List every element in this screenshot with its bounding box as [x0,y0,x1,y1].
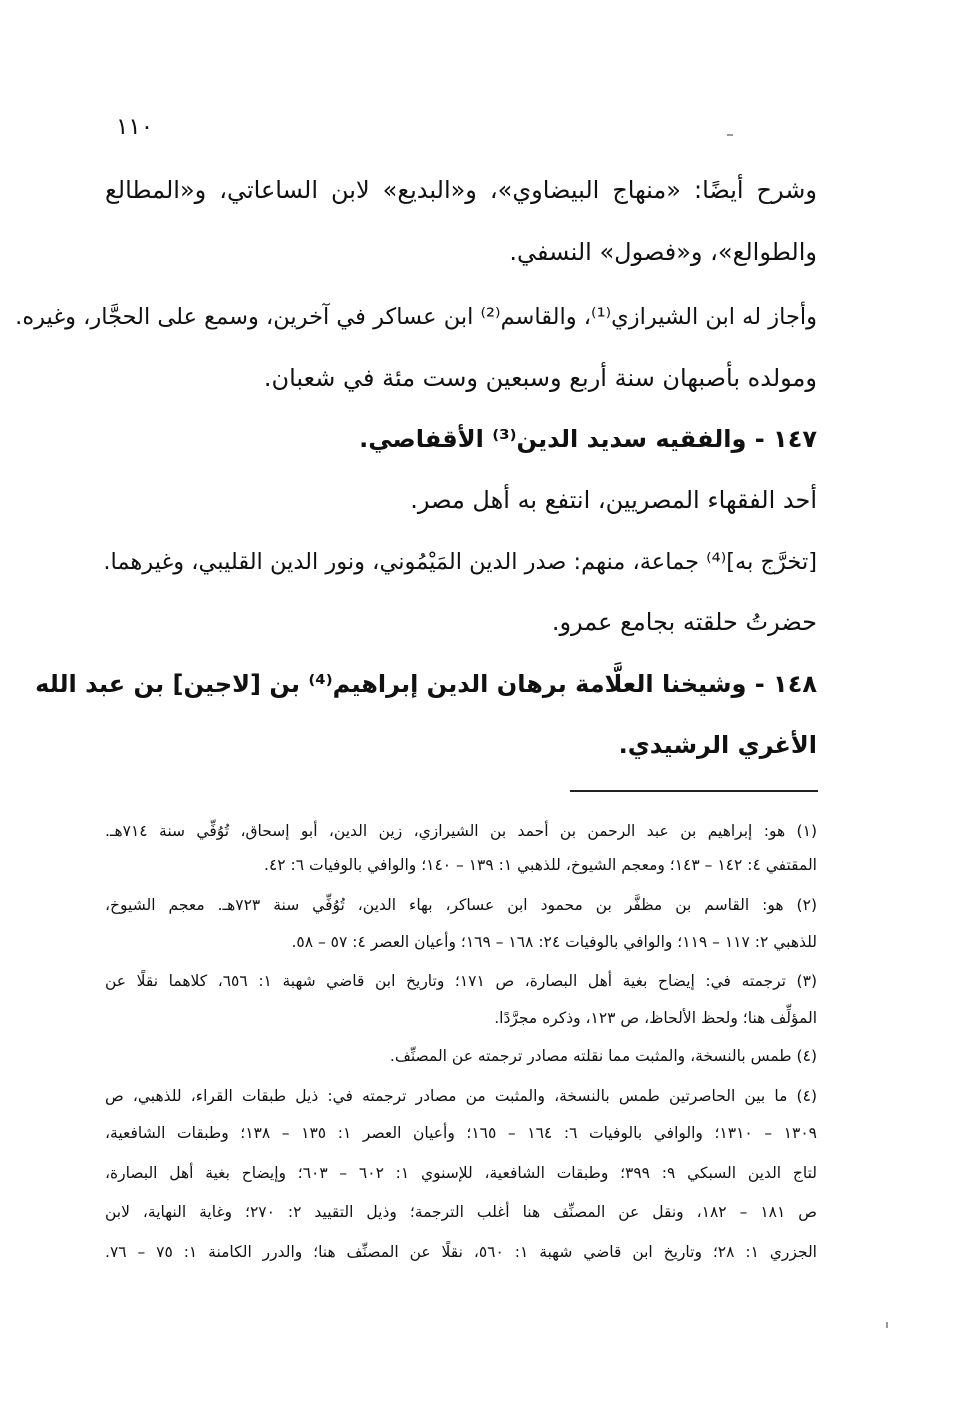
body-line: ومولده بأصبهان سنة أربع وسبعين وست مئة في شعبان. [263,364,817,392]
body-line: وشرح أيضًا: «منهاج البيضاوي»، و«البديع» لابن الساعاتي، و«المطالع [105,176,817,204]
footnote-5-cont: ص ١٨١ – ١٨٢، ونقل عن المصنِّف هنا أغلب الترجمة؛ وذيل التقييد ٢: ٢٧٠؛ وغاية النهاية، لابن [105,1203,818,1221]
body-line: أحد الفقهاء المصريين، انتفع به أهل مصر. [410,486,817,514]
body-line: حضرتُ حلقته بجامع عمرو. [551,608,817,636]
footnote-4: (٤) طمس بالنسخة، والمثبت مما نقلته مصادر ترجمته عن المصنِّف. [389,1047,817,1065]
page-number: ١١٠ [116,114,154,140]
footnote-3: (٣) ترجمته في: إيضاح بغية أهل البصارة، ص ١٧١؛ وتاريخ ابن قاضي شهبة ١: ٦٥٦، كلاهما نقلًا عن [105,972,817,990]
footnote-5-cont: ١٣٠٩ – ١٣١٠؛ والوافي بالوفيات ٦: ١٦٤ – ١٦٥؛ وأعيان العصر ١: ١٣٥ – ١٣٨؛ وطبقات الشافعية، [105,1124,817,1142]
footnote-1: (١) هو: إبراهيم بن عبد الرحمن بن أحمد بن الشيرازي، زين الدين، أبو إسحاق، تُوُفِّي سنة ٧١٤هـ. [105,822,817,840]
footnote-2: (٢) هو: القاسم بن مظفَّر بن محمود ابن عساكر، بهاء الدين، تُوُفِّي سنة ٧٢٣هـ. معجم الشيوخ، [105,896,817,914]
body-line: [تخرَّج به]⁽⁴⁾ جماعة، منهم: صدر الدين المَيْمُوني، ونور الدين القليبي، وغيرهما. [103,549,817,575]
footnote-2-cont: للذهبي ٢: ١١٧ – ١١٩؛ والوافي بالوفيات ٢٤: ١٦٨ – ١٦٩؛ وأعيان العصر ٤: ٥٧ – ٥٨. [291,933,817,951]
scan-speck [886,1322,888,1328]
entry-heading-147: ١٤٧ - والفقيه سديد الدين⁽³⁾ الأقفاصي. [359,425,817,453]
body-line: والطوالع»، و«فصول» النسفي. [509,238,817,266]
footnote-5-cont: الجزري ١: ٢٨؛ وتاريخ ابن قاضي شهبة ١: ٥٦٠، نقلًا عن المصنِّف هنا؛ والدرر الكامنة ١: ٧٥ – ٧٦. [105,1243,817,1261]
body-line: وأجاز له ابن الشيرازي⁽¹⁾، والقاسم⁽²⁾ ابن عساكر في آخرين، وسمع على الحجَّار، وغيره. [15,304,817,330]
entry-heading-148-cont: الأغري الرشيدي. [618,731,817,759]
scan-speck [727,134,733,136]
footnote-5-cont: لتاج الدين السبكي ٩: ٣٩٩؛ وطبقات الشافعية، للإسنوي ١: ٦٠٢ – ٦٠٣؛ وإيضاح بغية أهل البصارة، [105,1164,817,1182]
footnote-separator [570,790,818,792]
entry-heading-148: ١٤٨ - وشيخنا العلَّامة برهان الدين إبراهيم⁽⁴⁾ بن [لاجين] بن عبد الله [35,670,817,698]
footnote-1-cont: المقتفي ٤: ١٤٢ – ١٤٣؛ ومعجم الشيوخ، للذهبي ١: ١٣٩ – ١٤٠؛ والوافي بالوفيات ٦: ٤٢. [264,856,817,874]
footnote-5: (٤) ما بين الحاصرتين طمس بالنسخة، والمثبت من مصادر ترجمته في: ذيل طبقات القراء، للذهبي، ص [105,1087,817,1105]
footnote-3-cont: المؤلِّف هنا؛ ولحظ الألحاظ، ص ١٢٣، وذكره مجرَّدًا. [494,1009,817,1027]
